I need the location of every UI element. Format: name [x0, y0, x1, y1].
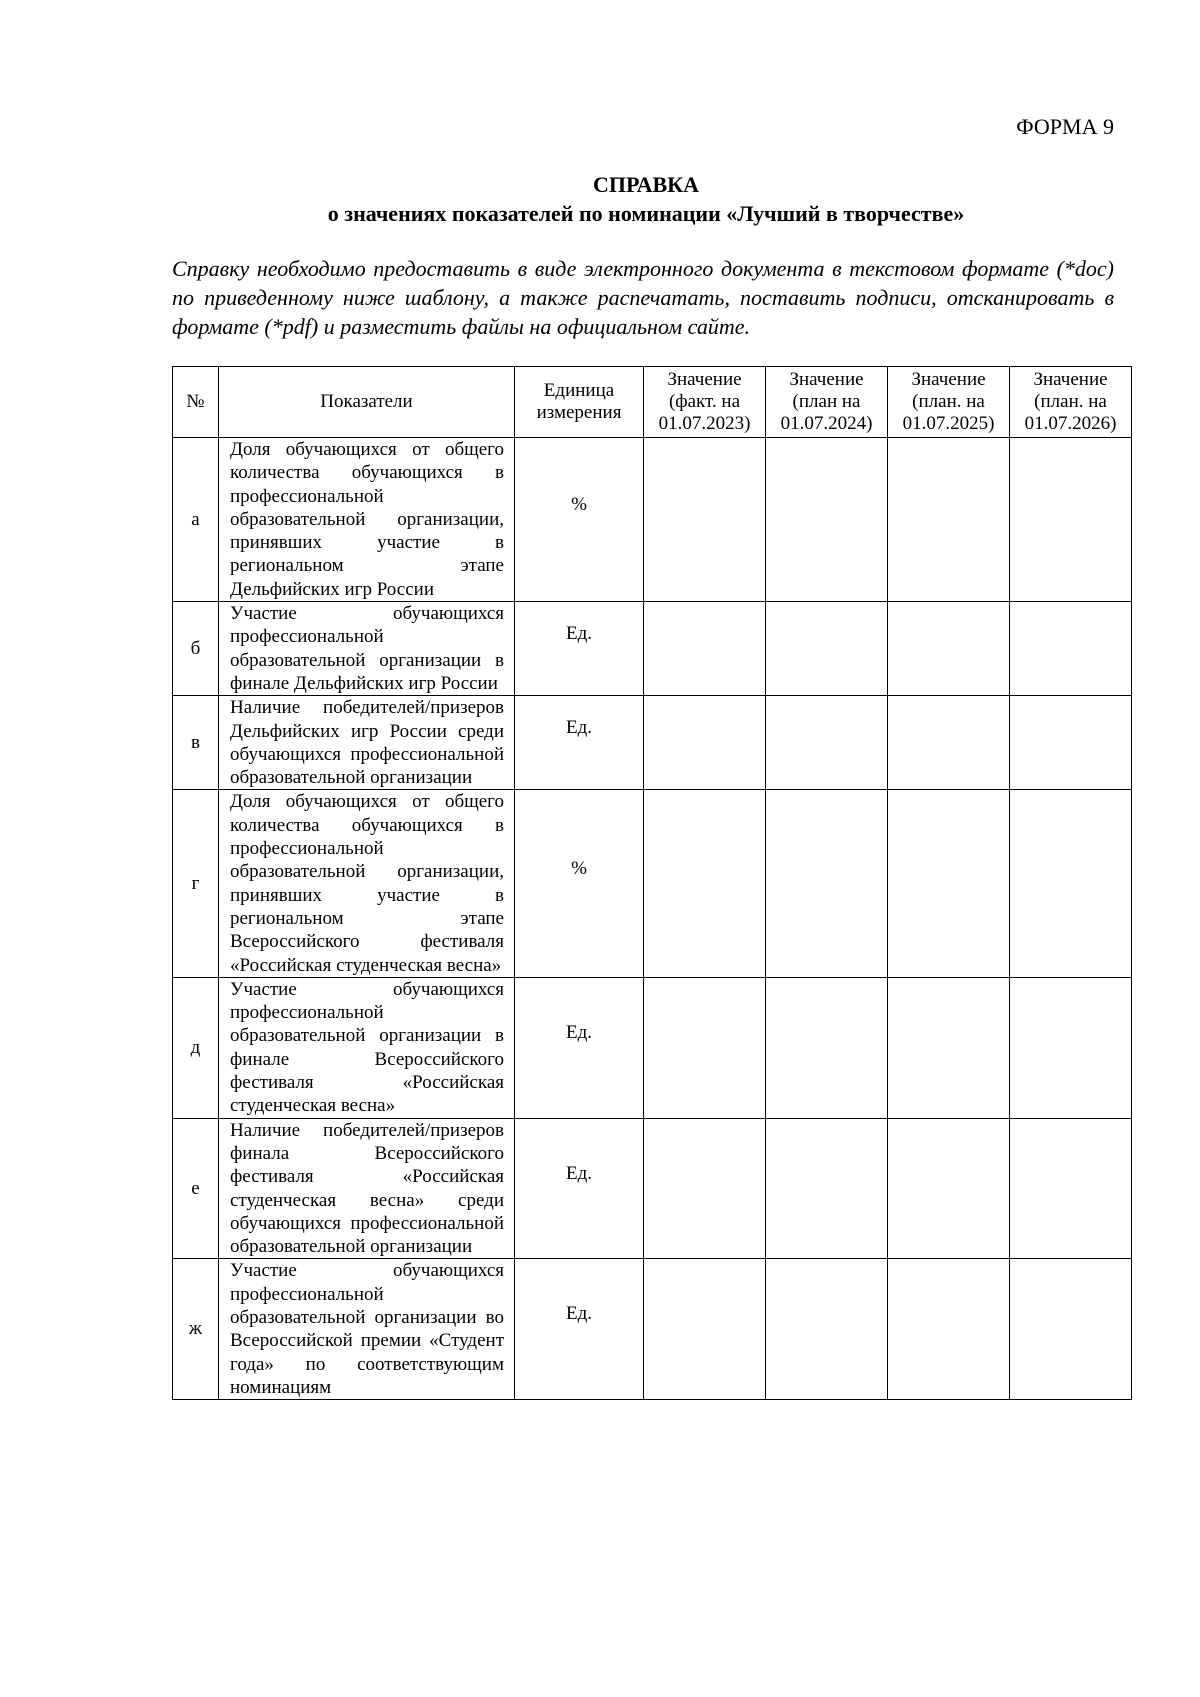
- column-header-indicator: Показатели: [219, 367, 515, 438]
- value-cell[interactable]: [766, 790, 888, 977]
- row-indicator: Участие обучающихся профессиональной образовательной организации во Всероссийской премии «Студент года» по соответствующим номинациям: [219, 1259, 515, 1400]
- row-number: б: [173, 602, 219, 696]
- row-number: ж: [173, 1259, 219, 1400]
- value-cell[interactable]: [1010, 977, 1132, 1118]
- column-header-value-2026: Значение (план. на 01.07.2026): [1010, 367, 1132, 438]
- value-cell[interactable]: [644, 1259, 766, 1400]
- value-cell[interactable]: [644, 438, 766, 602]
- form-number-label: ФОРМА 9: [1016, 114, 1114, 139]
- value-cell[interactable]: [644, 790, 766, 977]
- document-subtitle: о значениях показателей по номинации «Лучший в творчестве»: [327, 201, 965, 226]
- instruction-note: Справку необходимо предоставить в виде электронного документа в текстовом формате (*doc) по приведенному ниже шаблону, а также распечатать, поставить подписи, отсканировать в формате (*pdf) и разместить файлы на официальном сайте.: [172, 256, 1114, 339]
- value-cell[interactable]: [644, 1118, 766, 1259]
- row-indicator: Участие обучающихся профессиональной образовательной организации в финале Дельфийских игр России: [219, 602, 515, 696]
- row-unit: Ед.: [515, 1259, 644, 1400]
- table-row: [173, 696, 1132, 790]
- indicators-table: [172, 366, 1132, 1400]
- row-number: в: [173, 696, 219, 790]
- table-row: [173, 1259, 1132, 1400]
- value-cell[interactable]: [766, 1118, 888, 1259]
- value-cell[interactable]: [888, 696, 1010, 790]
- row-indicator: Доля обучающихся от общего количества обучающихся в профессиональной образовательной организации, принявших участие в региональном этапе Дельфийских игр России: [219, 438, 515, 602]
- document-title: СПРАВКА: [592, 172, 700, 197]
- value-cell[interactable]: [644, 602, 766, 696]
- value-cell[interactable]: [644, 696, 766, 790]
- value-cell[interactable]: [766, 438, 888, 602]
- row-number: д: [173, 977, 219, 1118]
- value-cell[interactable]: [766, 696, 888, 790]
- value-cell[interactable]: [1010, 1259, 1132, 1400]
- row-unit: Ед.: [515, 696, 644, 790]
- row-indicator: Наличие победителей/призеров Дельфийских игр России среди обучающихся профессиональной образовательной организации: [219, 696, 515, 790]
- value-cell[interactable]: [766, 977, 888, 1118]
- table-row: [173, 790, 1132, 977]
- value-cell[interactable]: [1010, 438, 1132, 602]
- row-number: е: [173, 1118, 219, 1259]
- row-unit: %: [515, 438, 644, 602]
- table-row: [173, 438, 1132, 602]
- row-indicator: Участие обучающихся профессиональной образовательной организации в финале Всероссийского фестиваля «Российская студенческая весна»: [219, 977, 515, 1118]
- row-number: г: [173, 790, 219, 977]
- value-cell[interactable]: [888, 1259, 1010, 1400]
- table-row: [173, 977, 1132, 1118]
- value-cell[interactable]: [766, 602, 888, 696]
- value-cell[interactable]: [1010, 696, 1132, 790]
- row-number: а: [173, 438, 219, 602]
- row-unit: %: [515, 790, 644, 977]
- value-cell[interactable]: [644, 977, 766, 1118]
- value-cell[interactable]: [888, 790, 1010, 977]
- column-header-unit: Единица измерения: [515, 367, 644, 438]
- table-row: [173, 602, 1132, 696]
- table-row: [173, 1118, 1132, 1259]
- value-cell[interactable]: [1010, 602, 1132, 696]
- value-cell[interactable]: [766, 1259, 888, 1400]
- column-header-value-2023: Значение (факт. на 01.07.2023): [644, 367, 766, 438]
- row-unit: Ед.: [515, 602, 644, 696]
- value-cell[interactable]: [888, 1118, 1010, 1259]
- row-unit: Ед.: [515, 977, 644, 1118]
- value-cell[interactable]: [1010, 1118, 1132, 1259]
- row-indicator: Наличие победителей/призеров финала Всероссийского фестиваля «Российская студенческая весна» среди обучающихся профессиональной образовательной организации: [219, 1118, 515, 1259]
- value-cell[interactable]: [1010, 790, 1132, 977]
- column-header-value-2024: Значение (план на 01.07.2024): [766, 367, 888, 438]
- column-header-value-2025: Значение (план. на 01.07.2025): [888, 367, 1010, 438]
- value-cell[interactable]: [888, 977, 1010, 1118]
- value-cell[interactable]: [888, 438, 1010, 602]
- row-unit: Ед.: [515, 1118, 644, 1259]
- column-header-number: №: [173, 367, 219, 438]
- value-cell[interactable]: [888, 602, 1010, 696]
- row-indicator: Доля обучающихся от общего количества обучающихся в профессиональной образовательной организации, принявших участие в региональном этапе Всероссийского фестиваля «Российская студенческая весна»: [219, 790, 515, 977]
- table-header-row: [173, 367, 1132, 438]
